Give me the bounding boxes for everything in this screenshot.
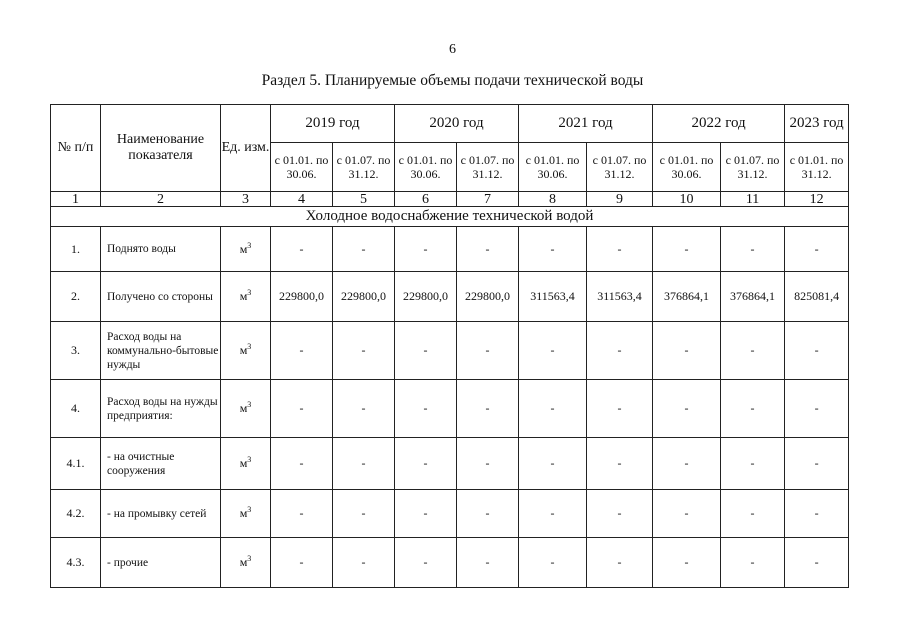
row-value: - (333, 322, 395, 380)
table-row (51, 538, 849, 588)
column-number: 6 (395, 192, 457, 207)
row-value: - (721, 322, 785, 380)
page-number: 6 (449, 42, 456, 57)
row-number: 4.2. (51, 490, 101, 538)
row-value: - (457, 322, 519, 380)
row-value: - (653, 322, 721, 380)
row-value: - (519, 380, 587, 438)
column-number: 5 (333, 192, 395, 207)
row-value: - (519, 538, 587, 588)
row-unit (221, 227, 271, 272)
row-unit (221, 538, 271, 588)
row-number: 4. (51, 380, 101, 438)
header-period: с 01.07. по 31.12. (457, 143, 519, 192)
header-year-2022: 2022 год (653, 105, 785, 143)
unit-text: м (239, 506, 248, 520)
row-value: - (519, 490, 587, 538)
header-period: с 01.07. по 31.12. (333, 143, 395, 192)
row-name: - прочие (101, 538, 221, 588)
row-value: 229800,0 (333, 272, 395, 322)
row-value: 376864,1 (653, 272, 721, 322)
unit-superscript: 3 (247, 505, 252, 514)
row-value: - (587, 322, 653, 380)
unit-text: м (239, 241, 248, 256)
row-value: - (333, 490, 395, 538)
unit-superscript: 3 (247, 288, 252, 297)
row-number: 4.3. (51, 538, 101, 588)
row-value: - (333, 380, 395, 438)
unit-text: м (239, 555, 248, 569)
row-value: 229800,0 (457, 272, 519, 322)
row-unit (221, 438, 271, 490)
row-value: - (519, 322, 587, 380)
row-value: - (333, 538, 395, 588)
row-name: Расход воды на нужды предприятия: (101, 380, 221, 438)
header-period: с 01.01. по 31.12. (785, 143, 849, 192)
column-number: 8 (519, 192, 587, 207)
row-value: - (785, 538, 849, 588)
row-value: - (587, 227, 653, 272)
row-value: - (457, 538, 519, 588)
header-period: с 01.07. по 31.12. (587, 143, 653, 192)
row-value: - (395, 438, 457, 490)
unit-superscript: 3 (247, 554, 252, 563)
column-number: 9 (587, 192, 653, 207)
column-number: 7 (457, 192, 519, 207)
row-value: - (519, 438, 587, 490)
row-value: - (395, 380, 457, 438)
unit-text: м (239, 343, 248, 357)
row-value: 229800,0 (271, 272, 333, 322)
row-value: - (653, 538, 721, 588)
row-value: 311563,4 (519, 272, 587, 322)
unit-text: м (239, 456, 248, 470)
table-row (51, 380, 849, 438)
row-value: - (333, 438, 395, 490)
row-value: - (721, 380, 785, 438)
row-number: 4.1. (51, 438, 101, 490)
row-value: - (457, 227, 519, 272)
row-name: Получено со стороны (101, 272, 221, 322)
row-value: - (395, 538, 457, 588)
table-row (51, 438, 849, 490)
page-title: Раздел 5. Планируемые объемы подачи технической воды (261, 72, 644, 89)
row-value: - (271, 490, 333, 538)
table-row (51, 322, 849, 380)
row-value: - (653, 380, 721, 438)
header-num: № п/п (51, 105, 101, 192)
water-supply-table (50, 104, 849, 588)
section-title: Холодное водоснабжение технической водой (51, 207, 849, 227)
row-value: - (395, 322, 457, 380)
row-number: 2. (51, 272, 101, 322)
row-value: - (721, 490, 785, 538)
row-value: - (721, 227, 785, 272)
row-value: - (653, 438, 721, 490)
header-period: с 01.01. по 30.06. (653, 143, 721, 192)
unit-superscript: 3 (247, 240, 252, 250)
row-value: - (271, 380, 333, 438)
header-unit: Ед. изм. (221, 105, 271, 192)
row-value: - (587, 490, 653, 538)
row-name: Расход воды на коммунально-бытовые нужды (101, 322, 221, 380)
unit-text: м (239, 401, 248, 415)
row-value: - (457, 490, 519, 538)
row-value: - (271, 227, 333, 272)
row-value: - (721, 438, 785, 490)
row-value: - (333, 227, 395, 272)
row-value: 376864,1 (721, 272, 785, 322)
unit-superscript: 3 (247, 400, 252, 409)
row-value: - (395, 227, 457, 272)
row-value: - (457, 438, 519, 490)
column-number: 4 (271, 192, 333, 207)
header-period: с 01.01. по 30.06. (519, 143, 587, 192)
unit-superscript: 3 (247, 455, 252, 464)
unit-superscript: 3 (247, 342, 252, 351)
row-value: 311563,4 (587, 272, 653, 322)
row-name: - на очистные сооружения (101, 438, 221, 490)
row-value: - (587, 438, 653, 490)
header-name: Наименование показателя (101, 105, 221, 192)
row-value: - (519, 227, 587, 272)
row-value: - (721, 538, 785, 588)
row-unit (221, 380, 271, 438)
header-period: с 01.01. по 30.06. (395, 143, 457, 192)
row-value: - (271, 322, 333, 380)
row-value: - (587, 538, 653, 588)
row-value: - (785, 380, 849, 438)
column-number: 12 (785, 192, 849, 207)
row-value: - (653, 227, 721, 272)
header-period: с 01.01. по 30.06. (271, 143, 333, 192)
row-value: - (785, 227, 849, 272)
header-period: с 01.07. по 31.12. (721, 143, 785, 192)
row-value: - (587, 380, 653, 438)
row-value: - (785, 438, 849, 490)
unit-text: м (239, 289, 248, 303)
column-number: 2 (101, 192, 221, 207)
row-value: - (653, 490, 721, 538)
row-value: 229800,0 (395, 272, 457, 322)
row-value: - (457, 380, 519, 438)
column-number: 1 (51, 192, 101, 207)
table-row (51, 272, 849, 322)
column-number: 11 (721, 192, 785, 207)
row-number: 3. (51, 322, 101, 380)
column-number: 3 (221, 192, 271, 207)
row-value: 825081,4 (785, 272, 849, 322)
column-number: 10 (653, 192, 721, 207)
row-value: - (271, 538, 333, 588)
header-year-2019: 2019 год (271, 105, 395, 143)
row-unit (221, 322, 271, 380)
row-unit (221, 272, 271, 322)
header-year-2021: 2021 год (519, 105, 653, 143)
header-year-2020: 2020 год (395, 105, 519, 143)
row-unit (221, 490, 271, 538)
header-year-2023: 2023 год (785, 105, 849, 143)
row-name: - на промывку сетей (101, 490, 221, 538)
row-value: - (395, 490, 457, 538)
table-row (51, 227, 849, 272)
row-value: - (785, 322, 849, 380)
table-row (51, 490, 849, 538)
row-value: - (785, 490, 849, 538)
row-value: - (271, 438, 333, 490)
row-name: Поднято воды (101, 227, 221, 272)
row-number: 1. (51, 227, 101, 272)
